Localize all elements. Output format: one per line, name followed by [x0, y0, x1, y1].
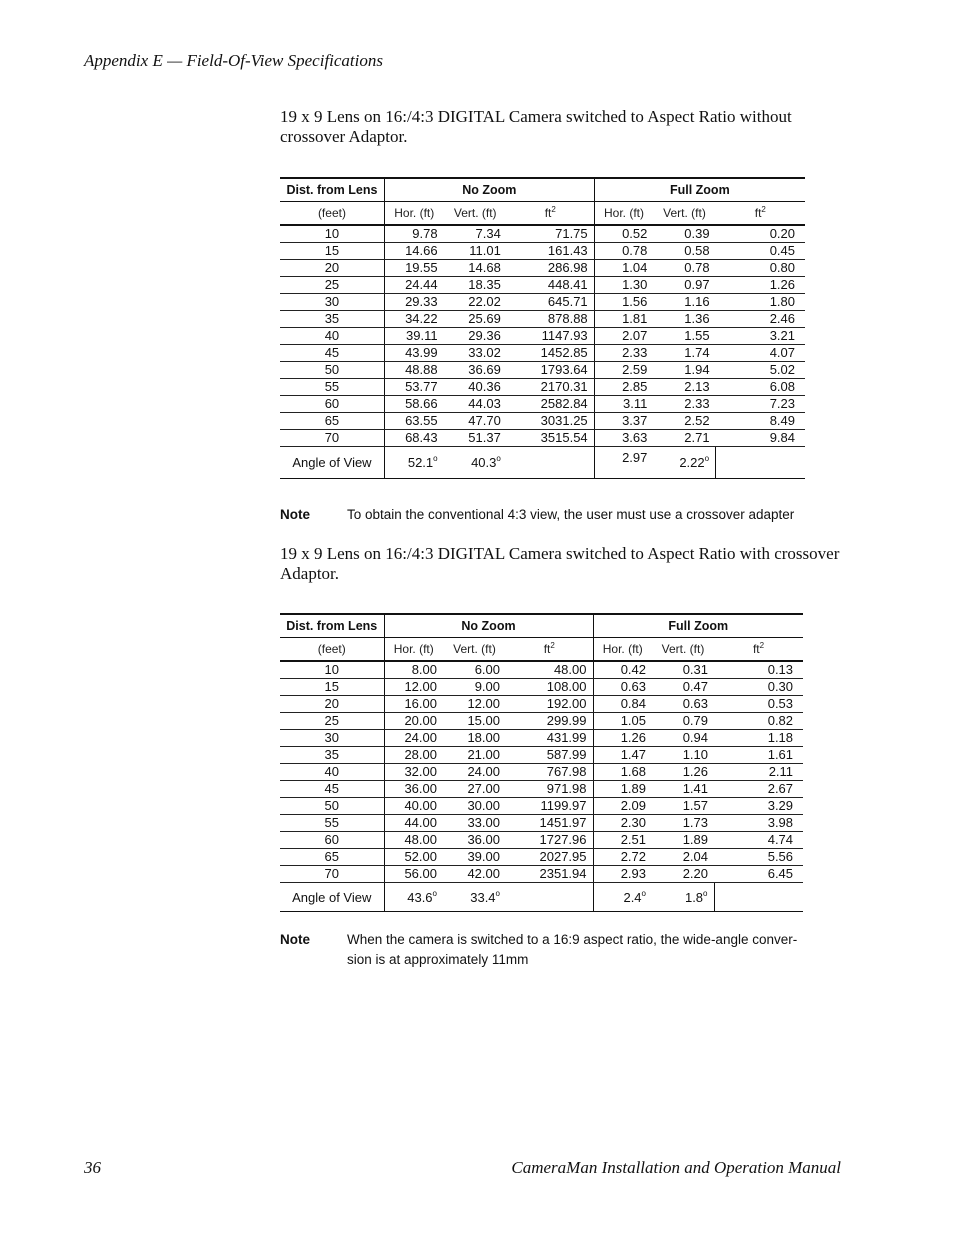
table-row: [280, 430, 805, 447]
angle-vert: 40.3$^o$: [444, 447, 507, 479]
angle-of-view-row: [280, 447, 805, 479]
cell-vert: 11.01: [444, 243, 507, 260]
cell-vert: 22.02: [444, 294, 507, 311]
cell-full-vert: 1.73: [652, 815, 714, 832]
cell-full-hor: 1.30: [594, 277, 653, 294]
cell-full-hor: 0.78: [594, 243, 653, 260]
cell-full-area: 8.49: [716, 413, 805, 430]
cell-dist: 60: [280, 396, 384, 413]
cell-hor: 58.66: [384, 396, 443, 413]
cell-full-hor: 1.56: [594, 294, 653, 311]
cell-vert: 18.00: [443, 730, 506, 747]
cell-dist: 40: [280, 328, 384, 345]
table-row: [280, 328, 805, 345]
col-full-zoom-header: Full Zoom: [594, 178, 805, 202]
cell-vert: 33.02: [444, 345, 507, 362]
angle-full-vert: 2.22$^o$: [653, 447, 715, 479]
cell-full-area: 2.11: [714, 764, 803, 781]
cell-full-vert: 1.26: [652, 764, 714, 781]
cell-area: 2027.95: [506, 849, 593, 866]
cell-area: 1451.97: [506, 815, 593, 832]
cell-hor: 39.11: [384, 328, 443, 345]
table-row: [280, 260, 805, 277]
cell-vert: 44.03: [444, 396, 507, 413]
cell-full-hor: 1.05: [593, 713, 652, 730]
cell-area: 1147.93: [507, 328, 594, 345]
cell-area: 108.00: [506, 679, 593, 696]
cell-full-hor: 2.07: [594, 328, 653, 345]
cell-dist: 65: [280, 413, 384, 430]
cell-dist: 45: [280, 345, 384, 362]
table2-caption: 19 x 9 Lens on 16:/4:3 DIGITAL Camera switched to Aspect Ratio with crossover Adaptor.: [280, 544, 840, 583]
cell-vert: 15.00: [443, 713, 506, 730]
cell-area: 767.98: [506, 764, 593, 781]
table-row: [280, 832, 803, 849]
cell-full-area: 3.98: [714, 815, 803, 832]
cell-dist: 20: [280, 260, 384, 277]
cell-area: 2582.84: [507, 396, 594, 413]
cell-full-hor: 3.63: [594, 430, 653, 447]
cell-dist: 10: [280, 661, 384, 679]
cell-full-hor: 2.51: [593, 832, 652, 849]
cell-full-vert: 1.36: [653, 311, 715, 328]
angle-full-hor: 2.4$^o$: [593, 883, 652, 912]
cell-hor: 8.00: [384, 661, 443, 679]
cell-full-area: 0.53: [714, 696, 803, 713]
cell-hor: 34.22: [384, 311, 443, 328]
cell-area: 1199.97: [506, 798, 593, 815]
cell-dist: 40: [280, 764, 384, 781]
angle-label: Angle of View: [280, 883, 384, 912]
cell-full-hor: 2.09: [593, 798, 652, 815]
cell-full-area: 0.80: [716, 260, 805, 277]
table-row: [280, 713, 803, 730]
cell-dist: 30: [280, 730, 384, 747]
table-row: [280, 413, 805, 430]
cell-dist: 50: [280, 362, 384, 379]
cell-vert: 42.00: [443, 866, 506, 883]
cell-vert: 21.00: [443, 747, 506, 764]
col-no-zoom-header: No Zoom: [384, 178, 594, 202]
cell-vert: 47.70: [444, 413, 507, 430]
cell-full-hor: 2.93: [593, 866, 652, 883]
note-text: When the camera is switched to a 16:9 aspect ratio, the wide-angle conver-sion is at approximately 11mm: [347, 932, 798, 967]
cell-full-vert: 1.10: [652, 747, 714, 764]
cell-hor: 48.00: [384, 832, 443, 849]
cell-full-vert: 1.94: [653, 362, 715, 379]
note-aspect-ratio: [280, 930, 820, 970]
cell-full-area: 6.08: [716, 379, 805, 396]
table-row: [280, 661, 803, 679]
cell-dist: 25: [280, 713, 384, 730]
cell-full-area: 1.26: [716, 277, 805, 294]
cell-full-area: 1.18: [714, 730, 803, 747]
cell-full-vert: 1.16: [653, 294, 715, 311]
cell-full-vert: 1.74: [653, 345, 715, 362]
cell-area: 299.99: [506, 713, 593, 730]
cell-full-hor: 2.59: [594, 362, 653, 379]
cell-full-hor: 0.42: [593, 661, 652, 679]
cell-full-vert: 0.97: [653, 277, 715, 294]
angle-area-empty: [507, 447, 594, 479]
cell-full-hor: 1.89: [593, 781, 652, 798]
table-row: [280, 311, 805, 328]
unit-feet: (feet): [280, 202, 384, 226]
table-row: [280, 730, 803, 747]
cell-full-vert: 0.39: [653, 225, 715, 243]
cell-hor: 16.00: [384, 696, 443, 713]
col-full-zoom-header: Full Zoom: [593, 614, 803, 638]
angle-label: Angle of View: [280, 447, 384, 479]
angle-full-hor: 2.97: [594, 447, 653, 479]
cell-hor: 20.00: [384, 713, 443, 730]
cell-dist: 30: [280, 294, 384, 311]
cell-full-area: 0.30: [714, 679, 803, 696]
cell-full-hor: 1.04: [594, 260, 653, 277]
cell-vert: 39.00: [443, 849, 506, 866]
cell-full-area: 2.46: [716, 311, 805, 328]
cell-area: 71.75: [507, 225, 594, 243]
cell-hor: 48.88: [384, 362, 443, 379]
cell-full-vert: 2.71: [653, 430, 715, 447]
cell-hor: 24.00: [384, 730, 443, 747]
cell-full-hor: 2.85: [594, 379, 653, 396]
cell-area: 3515.54: [507, 430, 594, 447]
cell-vert: 36.00: [443, 832, 506, 849]
cell-area: 286.98: [507, 260, 594, 277]
cell-full-hor: 1.81: [594, 311, 653, 328]
cell-hor: 32.00: [384, 764, 443, 781]
cell-hor: 43.99: [384, 345, 443, 362]
cell-vert: 12.00: [443, 696, 506, 713]
cell-full-vert: 1.55: [653, 328, 715, 345]
cell-full-hor: 3.11: [594, 396, 653, 413]
cell-full-area: 9.84: [716, 430, 805, 447]
col-dist-header: Dist. from Lens: [280, 614, 384, 638]
cell-vert: 27.00: [443, 781, 506, 798]
note-label: Note: [280, 932, 310, 947]
cell-full-vert: 2.04: [652, 849, 714, 866]
cell-vert: 40.36: [444, 379, 507, 396]
fov-table-with-adaptor: [280, 613, 803, 912]
cell-full-area: 5.56: [714, 849, 803, 866]
cell-full-area: 6.45: [714, 866, 803, 883]
table-row: [280, 294, 805, 311]
col-full-hor: Hor. (ft): [593, 638, 652, 662]
table-row: [280, 866, 803, 883]
cell-full-area: 0.82: [714, 713, 803, 730]
cell-full-area: 0.45: [716, 243, 805, 260]
cell-full-hor: 1.26: [593, 730, 652, 747]
table-row: [280, 781, 803, 798]
table-row: [280, 277, 805, 294]
table-row: [280, 362, 805, 379]
table-row: [280, 815, 803, 832]
cell-hor: 29.33: [384, 294, 443, 311]
cell-dist: 25: [280, 277, 384, 294]
cell-full-vert: 0.79: [652, 713, 714, 730]
cell-full-area: 3.21: [716, 328, 805, 345]
col-full-area: $ft^2$: [716, 202, 805, 226]
cell-full-hor: 2.72: [593, 849, 652, 866]
cell-full-area: 0.13: [714, 661, 803, 679]
angle-vert: 33.4$^o$: [443, 883, 506, 912]
cell-dist: 10: [280, 225, 384, 243]
cell-hor: 28.00: [384, 747, 443, 764]
cell-area: 1727.96: [506, 832, 593, 849]
cell-hor: 52.00: [384, 849, 443, 866]
cell-area: 48.00: [506, 661, 593, 679]
table-row: [280, 225, 805, 243]
cell-dist: 70: [280, 430, 384, 447]
cell-full-vert: 2.20: [652, 866, 714, 883]
cell-area: 1793.64: [507, 362, 594, 379]
cell-full-hor: 2.30: [593, 815, 652, 832]
cell-area: 431.99: [506, 730, 593, 747]
cell-hor: 19.55: [384, 260, 443, 277]
cell-full-area: 0.20: [716, 225, 805, 243]
cell-full-hor: 2.33: [594, 345, 653, 362]
cell-area: 1452.85: [507, 345, 594, 362]
cell-dist: 55: [280, 815, 384, 832]
col-full-area: $ft^2$: [714, 638, 803, 662]
cell-dist: 60: [280, 832, 384, 849]
cell-area: 971.98: [506, 781, 593, 798]
cell-hor: 56.00: [384, 866, 443, 883]
cell-dist: 35: [280, 747, 384, 764]
cell-full-area: 1.61: [714, 747, 803, 764]
col-area: $ft^2$: [507, 202, 594, 226]
cell-dist: 65: [280, 849, 384, 866]
table-row: [280, 379, 805, 396]
cell-area: 2170.31: [507, 379, 594, 396]
cell-area: 161.43: [507, 243, 594, 260]
col-full-vert: Vert. (ft): [652, 638, 714, 662]
cell-full-vert: 1.57: [652, 798, 714, 815]
cell-area: 448.41: [507, 277, 594, 294]
col-no-zoom-header: No Zoom: [384, 614, 593, 638]
cell-dist: 55: [280, 379, 384, 396]
cell-full-area: 7.23: [716, 396, 805, 413]
cell-full-vert: 0.58: [653, 243, 715, 260]
col-vert: Vert. (ft): [443, 638, 506, 662]
angle-area-empty: [506, 883, 593, 912]
cell-vert: 6.00: [443, 661, 506, 679]
cell-vert: 51.37: [444, 430, 507, 447]
table-row: [280, 679, 803, 696]
table-row: [280, 798, 803, 815]
col-vert: Vert. (ft): [444, 202, 507, 226]
table-row: [280, 764, 803, 781]
cell-full-hor: 0.84: [593, 696, 652, 713]
page-number: 36: [84, 1158, 101, 1177]
cell-vert: 29.36: [444, 328, 507, 345]
cell-full-vert: 2.13: [653, 379, 715, 396]
cell-area: 645.71: [507, 294, 594, 311]
table-row: [280, 396, 805, 413]
cell-area: 878.88: [507, 311, 594, 328]
note-text: To obtain the conventional 4:3 view, the user must use a crossover adapter: [347, 507, 795, 522]
cell-full-area: 2.67: [714, 781, 803, 798]
cell-vert: 18.35: [444, 277, 507, 294]
cell-full-hor: 0.63: [593, 679, 652, 696]
table1-caption: 19 x 9 Lens on 16:/4:3 DIGITAL Camera switched to Aspect Ratio without crossover Adaptor.: [280, 107, 792, 146]
col-hor: Hor. (ft): [384, 202, 443, 226]
table-row: [280, 345, 805, 362]
cell-full-vert: 2.33: [653, 396, 715, 413]
col-full-hor: Hor. (ft): [594, 202, 653, 226]
table-row: [280, 747, 803, 764]
note-label: Note: [280, 507, 310, 522]
cell-dist: 70: [280, 866, 384, 883]
page-header: Appendix E — Field-Of-View Specifications: [84, 51, 383, 70]
cell-full-vert: 0.94: [652, 730, 714, 747]
cell-vert: 33.00: [443, 815, 506, 832]
manual-title: CameraMan Installation and Operation Manual: [511, 1158, 841, 1177]
cell-hor: 53.77: [384, 379, 443, 396]
cell-full-area: 5.02: [716, 362, 805, 379]
cell-hor: 44.00: [384, 815, 443, 832]
cell-area: 587.99: [506, 747, 593, 764]
cell-full-area: 3.29: [714, 798, 803, 815]
angle-full-area-empty: [716, 447, 805, 479]
cell-dist: 20: [280, 696, 384, 713]
col-dist-header: Dist. from Lens: [280, 178, 384, 202]
cell-dist: 35: [280, 311, 384, 328]
cell-hor: 63.55: [384, 413, 443, 430]
cell-full-vert: 0.78: [653, 260, 715, 277]
cell-vert: 14.68: [444, 260, 507, 277]
cell-full-vert: 0.47: [652, 679, 714, 696]
angle-full-vert: 1.8$^o$: [652, 883, 714, 912]
cell-vert: 25.69: [444, 311, 507, 328]
angle-of-view-row: [280, 883, 803, 912]
cell-full-hor: 3.37: [594, 413, 653, 430]
cell-vert: 24.00: [443, 764, 506, 781]
cell-dist: 50: [280, 798, 384, 815]
unit-feet: (feet): [280, 638, 384, 662]
cell-full-vert: 0.31: [652, 661, 714, 679]
cell-hor: 12.00: [384, 679, 443, 696]
cell-dist: 15: [280, 679, 384, 696]
cell-vert: 9.00: [443, 679, 506, 696]
cell-hor: 14.66: [384, 243, 443, 260]
cell-hor: 36.00: [384, 781, 443, 798]
fov-table-without-adaptor: [280, 177, 805, 479]
cell-full-vert: 0.63: [652, 696, 714, 713]
table-row: [280, 243, 805, 260]
cell-full-area: 1.80: [716, 294, 805, 311]
cell-full-area: 4.07: [716, 345, 805, 362]
col-area: $ft^2$: [506, 638, 593, 662]
cell-full-vert: 2.52: [653, 413, 715, 430]
cell-full-area: 4.74: [714, 832, 803, 849]
col-full-vert: Vert. (ft): [653, 202, 715, 226]
cell-vert: 30.00: [443, 798, 506, 815]
cell-full-hor: 0.52: [594, 225, 653, 243]
cell-full-hor: 1.68: [593, 764, 652, 781]
cell-vert: 7.34: [444, 225, 507, 243]
cell-area: 3031.25: [507, 413, 594, 430]
cell-full-vert: 1.41: [652, 781, 714, 798]
cell-hor: 68.43: [384, 430, 443, 447]
cell-vert: 36.69: [444, 362, 507, 379]
cell-area: 192.00: [506, 696, 593, 713]
cell-hor: 9.78: [384, 225, 443, 243]
note-crossover: [280, 505, 820, 525]
cell-full-vert: 1.89: [652, 832, 714, 849]
col-hor: Hor. (ft): [384, 638, 443, 662]
table-row: [280, 849, 803, 866]
cell-hor: 40.00: [384, 798, 443, 815]
cell-hor: 24.44: [384, 277, 443, 294]
angle-hor: 52.1$^o$: [384, 447, 443, 479]
cell-area: 2351.94: [506, 866, 593, 883]
angle-hor: 43.6$^o$: [384, 883, 443, 912]
cell-full-hor: 1.47: [593, 747, 652, 764]
cell-dist: 15: [280, 243, 384, 260]
table-row: [280, 696, 803, 713]
cell-dist: 45: [280, 781, 384, 798]
angle-full-area-empty: [714, 883, 803, 912]
